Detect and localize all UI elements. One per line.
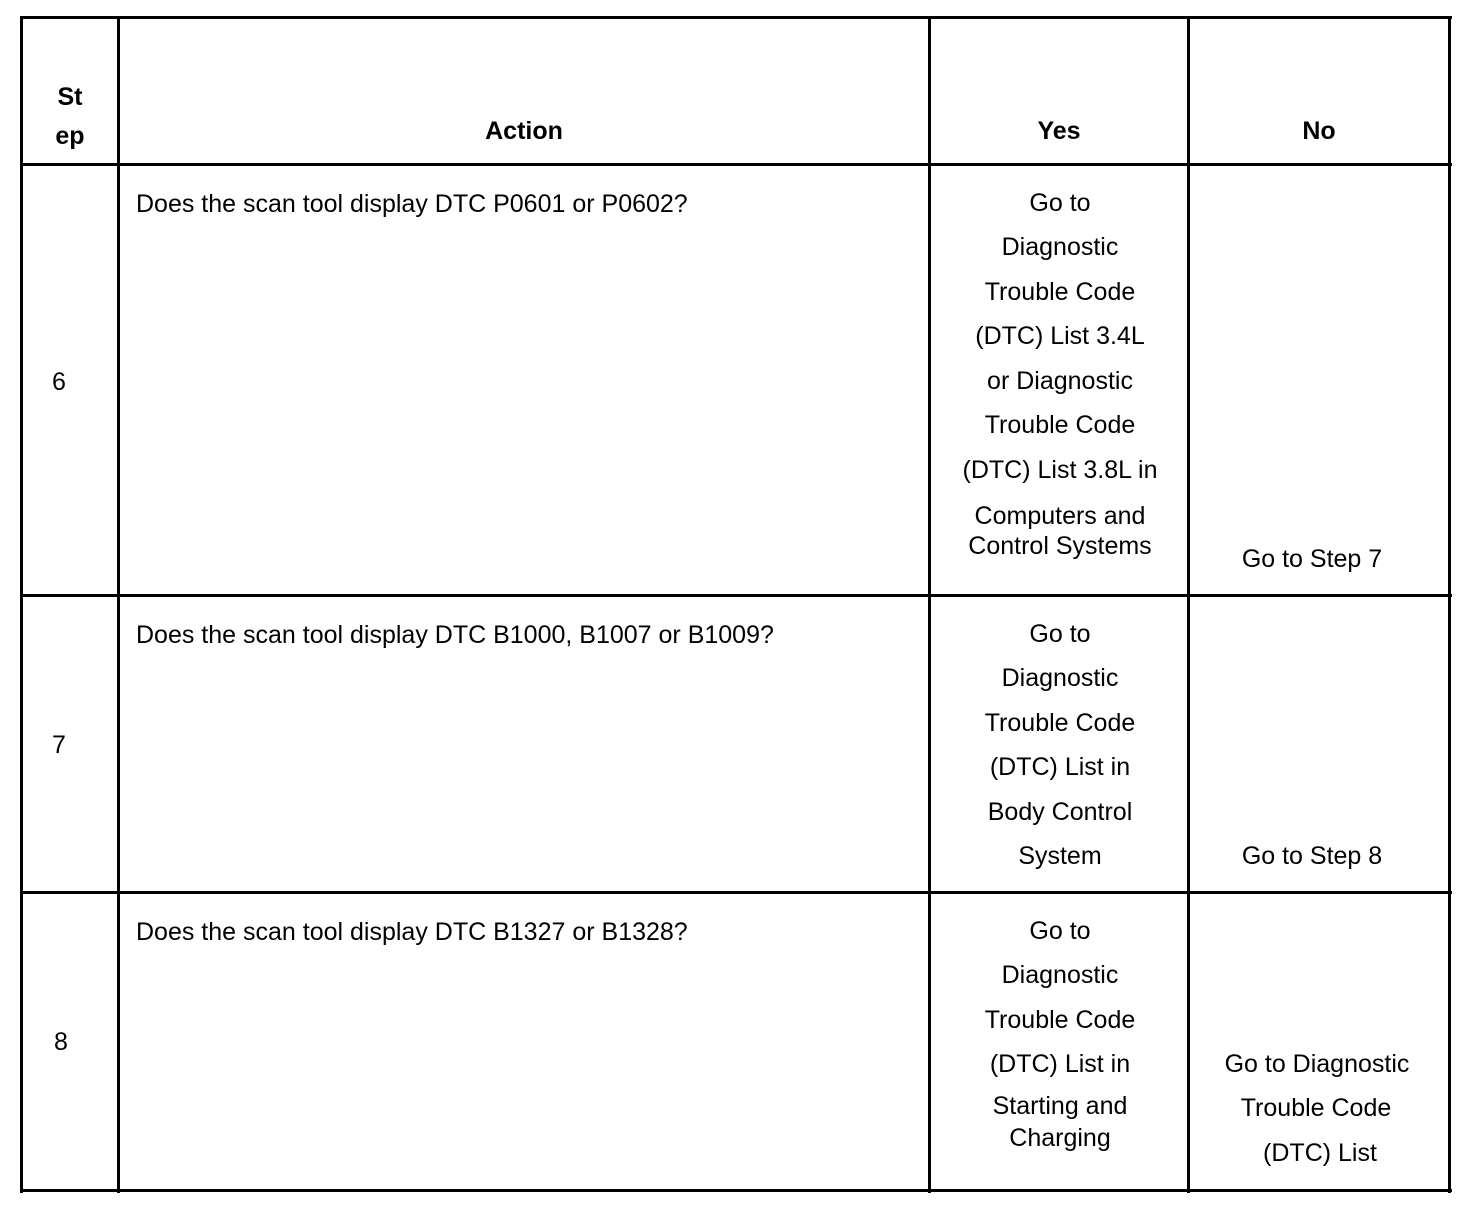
yes-line: Charging [1009, 1124, 1111, 1152]
row-divider [20, 891, 1452, 894]
row-no [1190, 842, 1450, 871]
row-yes [932, 917, 1188, 1154]
yes-line: Diagnostic [1001, 233, 1119, 261]
yes-line: Go to [1029, 917, 1091, 945]
yes-line: Control Systems [968, 532, 1152, 560]
no-line: Go to Step 8 [1241, 842, 1383, 870]
yes-line: Trouble Code [984, 1006, 1136, 1034]
header-step-line1: St [57, 83, 83, 111]
header-step-line2: ep [55, 122, 85, 150]
row-step: 7 [52, 731, 66, 759]
table-border-bottom [20, 1189, 1452, 1192]
yes-line: Go to [1029, 189, 1091, 217]
row-divider [20, 594, 1452, 597]
yes-line: (DTC) List in [989, 1050, 1131, 1078]
yes-line: Trouble Code [984, 278, 1136, 306]
table-border-top [20, 16, 1452, 19]
table-border-right [1448, 16, 1451, 1193]
table-border-left [20, 16, 23, 1193]
row-action: Does the scan tool display DTC B1327 or B1328? [136, 918, 688, 946]
column-divider [928, 16, 931, 1193]
row-action: Does the scan tool display DTC B1000, B1007 or B1009? [136, 621, 774, 649]
header-step [23, 78, 117, 156]
no-line: Go to Step 7 [1241, 545, 1383, 573]
yes-line: System [1018, 842, 1102, 870]
yes-line: (DTC) List 3.8L in [962, 456, 1158, 484]
row-yes [932, 189, 1188, 562]
row-no [1190, 545, 1450, 574]
row-action: Does the scan tool display DTC P0601 or P0602? [136, 190, 688, 218]
row-yes [932, 620, 1188, 886]
yes-line: Trouble Code [984, 411, 1136, 439]
no-line: Go to Diagnostic [1224, 1050, 1410, 1078]
header-action: Action [485, 117, 563, 145]
row-no [1190, 1050, 1450, 1183]
header-yes: Yes [1037, 117, 1081, 145]
yes-line: or Diagnostic [987, 367, 1133, 395]
yes-line: (DTC) List in [989, 753, 1131, 781]
yes-line: (DTC) List 3.4L [975, 322, 1145, 350]
yes-line: Diagnostic [1001, 961, 1119, 989]
yes-line: Go to [1029, 620, 1091, 648]
header-no: No [1302, 117, 1336, 145]
yes-line: Starting and [992, 1092, 1128, 1120]
yes-line: Diagnostic [1001, 664, 1119, 692]
yes-line: Trouble Code [984, 709, 1136, 737]
row-step: 6 [52, 368, 66, 396]
no-line: Trouble Code [1240, 1094, 1392, 1122]
yes-line: Body Control [987, 798, 1133, 826]
column-divider [117, 16, 120, 1193]
row-step: 8 [54, 1028, 68, 1056]
header-divider [20, 163, 1452, 166]
yes-line: Computers and [974, 502, 1146, 530]
no-line: (DTC) List [1263, 1139, 1377, 1167]
